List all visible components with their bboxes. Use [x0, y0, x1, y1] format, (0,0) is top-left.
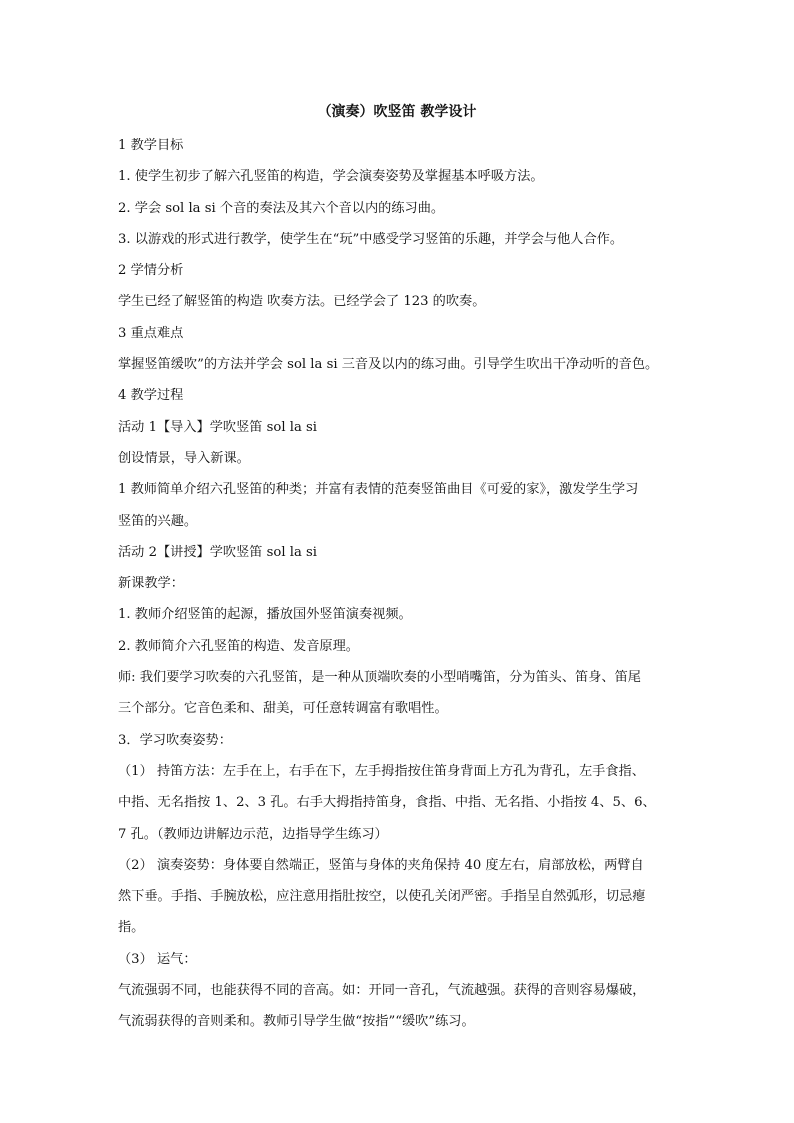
section-heading-key-points: 3 重点难点: [118, 325, 184, 341]
activity-1-step-line-1: 1 教师简单介绍六孔竖笛的种类；并富有表情的范奏竖笛曲目《可爱的家》，激发学生学习: [118, 482, 639, 498]
activity-1-intro: 创设情景，导入新课。: [118, 450, 250, 466]
breathing-text-line-2: 气流弱获得的音则柔和。教师引导学生做“按指”“缓吹”练习。: [118, 1014, 475, 1030]
key-points-text: 掌握竖笛缓吹”的方法并学会 sol la si 三音及以内的练习曲。引导学生吹出干净动听的音色。: [118, 357, 659, 373]
activity-1-step-line-2: 竖笛的兴趣。: [118, 513, 198, 529]
lesson-step-2: 2. 教师简介六孔竖笛的构造、发音原理。: [118, 638, 359, 654]
activity-2-heading: 活动 2【讲授】学吹竖笛 sol la si: [118, 544, 318, 560]
document-title: （演奏）吹竖笛 教学设计: [317, 104, 477, 120]
objective-1: 1. 使学生初步了解六孔竖笛的构造，学会演奏姿势及掌握基本呼吸方法。: [118, 169, 544, 185]
new-lesson-label: 新课教学：: [118, 576, 184, 592]
holding-method-line-2: 中指、无名指按 1、2、3 孔。右手大拇指持笛身，食指、中指、无名指、小指按 4、5、6、: [118, 795, 656, 811]
posture-heading: 3．学习吹奏姿势：: [118, 732, 232, 748]
section-heading-analysis: 2 学情分析: [118, 263, 184, 279]
playing-posture-line-2: 然下垂。手指、手腕放松，应注意用指肚按空，以使孔关闭严密。手指呈自然弧形，切忌瘪: [118, 889, 646, 905]
playing-posture-line-3: 指。: [118, 920, 145, 936]
breathing-text-line-1: 气流强弱不同，也能获得不同的音高。如：开同一音孔，气流越强。获得的音则容易爆破，: [118, 983, 646, 999]
document-body: [118, 130, 680, 1038]
holding-method-line-3: 7 孔。（教师边讲解边示范，边指导学生练习）: [118, 826, 388, 842]
objective-2: 2. 学会 sol la si 个音的奏法及其六个音以内的练习曲。: [118, 200, 445, 216]
holding-method-line-1: （1） 持笛方法：左手在上，右手在下，左手拇指按住笛身背面上方孔为背孔，左手食指、: [118, 763, 645, 779]
teacher-speech-line-2: 三个部分。它音色柔和、甜美，可任意转调富有歌唱性。: [118, 701, 448, 717]
playing-posture-line-1: （2） 演奏姿势：身体要自然端正，竖笛与身体的夹角保持 40 度左右，肩部放松，两臂自: [118, 857, 644, 873]
teacher-speech-line-1: 师: 我们要学习吹奏的六孔竖笛，是一种从顶端吹奏的小型哨嘴笛，分为笛头、笛身、笛尾: [118, 670, 641, 686]
breathing-heading: （3） 运气：: [118, 951, 197, 967]
lesson-step-1: 1. 教师介绍竖笛的起源，播放国外竖笛演奏视频。: [118, 607, 412, 623]
objective-3: 3. 以游戏的形式进行教学，使学生在“玩”中感受学习竖笛的乐趣，并学会与他人合作。: [118, 231, 624, 247]
analysis-text: 学生已经了解竖笛的构造 吹奏方法。已经学会了 123 的吹奏。: [118, 294, 486, 310]
activity-1-heading: 活动 1【导入】学吹竖笛 sol la si: [118, 419, 318, 435]
section-heading-objectives: 1 教学目标: [118, 138, 184, 153]
section-heading-process: 4 教学过程: [118, 388, 184, 404]
